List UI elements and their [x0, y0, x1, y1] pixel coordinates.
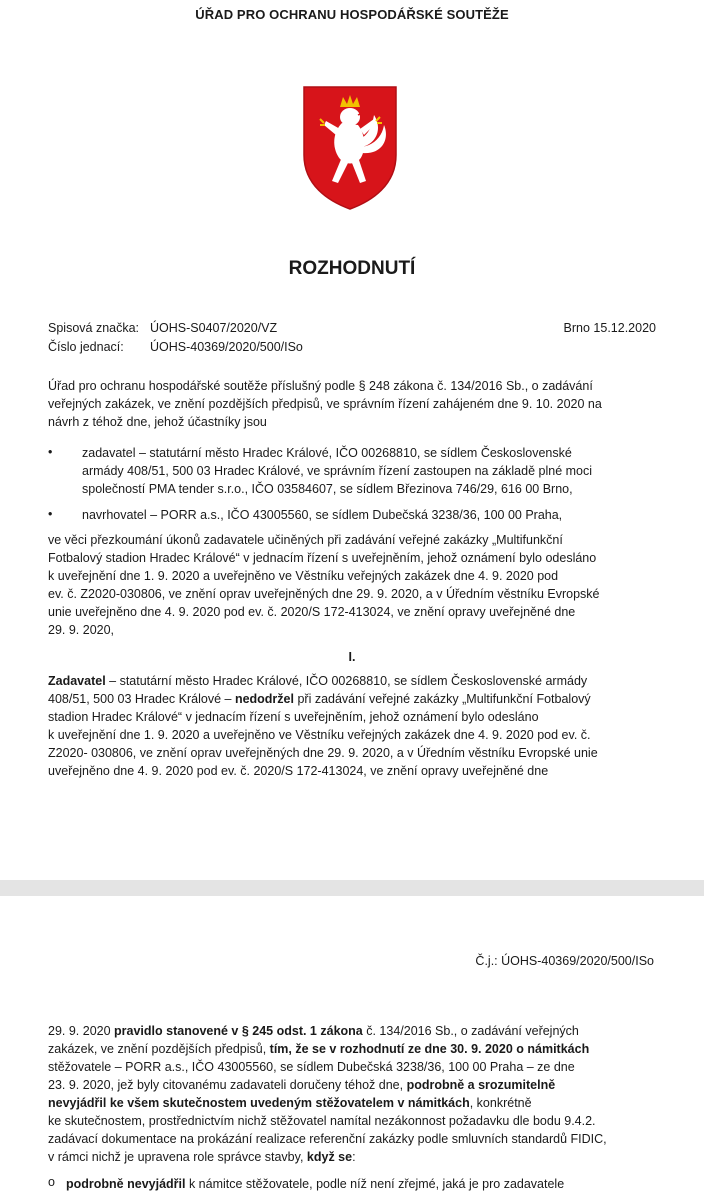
- text: v rámci nichž je upravena role správce stavby,: [48, 1150, 307, 1164]
- matter-line: ev. č. Z2020-030806, ve znění oprav uveřejněných dne 29. 9. 2020, a v Úředním věstníku Evropské: [48, 587, 600, 601]
- page2-line: [48, 1148, 656, 1166]
- text: 23. 9. 2020, jež byly citovanému zadavateli doručeny téhož dne,: [48, 1078, 407, 1092]
- matter-line: Fotbalový stadion Hradec Králové“ v jednacím řízení s uveřejněním, jehož oznámení bylo odesláno: [48, 551, 597, 565]
- bold-text: pravidlo stanovené v § 245 odst. 1 zákona: [114, 1024, 363, 1038]
- bold-text: podrobně nevyjádřil: [66, 1177, 186, 1191]
- section-heading: I.: [348, 650, 356, 664]
- page2-line: [48, 1040, 656, 1058]
- page2-line: zadávací dokumentace na prokázání realizace referenční zakázky podle smluvních standardů FIDIC,: [48, 1132, 607, 1146]
- intro-line: veřejných zakázek, ve znění pozdějších předpisů, ve správním řízení zahájeném dne 9. 10. 2020 na: [48, 397, 602, 411]
- participant-applicant: navrhovatel – PORR a.s., IČO 43005560, se sídlem Dubečská 3238/36, 100 00 Praha,: [82, 508, 563, 522]
- page2-line: [48, 1076, 656, 1094]
- matter-paragraph: [48, 531, 656, 639]
- bullet-line: zadavatel – statutární město Hradec Králové, IČO 00268810, se sídlem Československé: [82, 446, 572, 460]
- section-line: k uveřejnění dne 1. 9. 2020 a uveřejněno ve Věstníku veřejných zakázek dne 4. 9. 2020 pod ev. č.: [48, 728, 591, 742]
- matter-line: 29. 9. 2020,: [48, 623, 115, 637]
- bold-text: tím, že se v rozhodnutí ze dne 30. 9. 2020 o námitkách: [269, 1042, 590, 1056]
- matter-line: k uveřejnění dne 1. 9. 2020 a uveřejněno ve Věstníku veřejných zakázek dne 4. 9. 2020 pod: [48, 569, 559, 583]
- text: :: [352, 1150, 356, 1164]
- office-header: ÚŘAD PRO OCHRANU HOSPODÁŘSKÉ SOUTĚŽE: [195, 7, 509, 22]
- reference-label: Číslo jednací:: [48, 340, 124, 354]
- participant-contracting-authority: [82, 444, 656, 498]
- section-i-paragraph: [48, 672, 656, 780]
- section-line: stadion Hradec Králové“ v jednacím řízení s uveřejněním, jehož oznámení bylo odesláno: [48, 710, 539, 724]
- document-title: ROZHODNUTÍ: [288, 258, 416, 279]
- text: zakázek, ve znění pozdějších předpisů,: [48, 1042, 270, 1056]
- bold-text: když se: [306, 1150, 353, 1164]
- page2-line: ke skutečnostem, prostřednictvím nichž stěžovatel namítal nezákonnost požadavku dle bodu 9.4.2.: [48, 1114, 596, 1128]
- text: č. 134/2016 Sb., o zadávání veřejných: [362, 1024, 579, 1038]
- sub-item: [66, 1175, 656, 1193]
- matter-line: ve věci přezkoumání úkonů zadavatele učiněných při zadávání veřejné zakázky „Multifunkční: [48, 533, 563, 547]
- bold-text: nevyjádřil ke všem skutečnostem uvedeným stěžovatelem v námitkách: [48, 1096, 470, 1110]
- page2-line: [48, 1094, 656, 1112]
- section-line: [48, 690, 656, 708]
- text: k námitce stěžovatele, podle níž není zřejmé, jaká je pro zadavatele: [185, 1177, 565, 1191]
- section-line: uveřejněno dne 4. 9. 2020 pod ev. č. 2020/S 172-413024, ve znění opravy uveřejněné dne: [48, 764, 549, 778]
- text: při zadávání veřejné zakázky „Multifunkční Fotbalový: [293, 692, 591, 706]
- page2-reference: Č.j.: ÚOHS-40369/2020/500/ISo: [475, 954, 654, 968]
- matter-line: unie uveřejněno dne 4. 9. 2020 pod ev. č. 2020/S 172-413024, ve znění opravy uveřejněné dne: [48, 605, 576, 619]
- bullet-line: armády 408/51, 500 03 Hradec Králové, ve správním řízení zastoupen na základě plné moci: [82, 464, 593, 478]
- page-separator: [0, 880, 704, 896]
- intro-line: Úřad pro ochranu hospodářské soutěže příslušný podle § 248 zákona č. 134/2016 Sb., o zadávání: [48, 379, 593, 393]
- sub-item-marker: o: [48, 1175, 55, 1189]
- section-line: Z2020- 030806, ve znění oprav uveřejněných dne 29. 9. 2020, a v Úředním věstníku Evropské unie: [48, 746, 598, 760]
- czech-coat-of-arms-icon: [302, 85, 398, 211]
- bold-text: nedodržel: [234, 692, 294, 706]
- bullet-marker: •: [48, 445, 53, 459]
- text: 408/51, 500 03 Hradec Králové –: [48, 692, 235, 706]
- bold-text: Zadavatel: [48, 674, 106, 688]
- reference-number: ÚOHS-40369/2020/500/ISo: [150, 340, 303, 354]
- page2-line: stěžovatele – PORR a.s., IČO 43005560, se sídlem Dubečská 3238/36, 100 00 Praha – ze dne: [48, 1060, 575, 1074]
- bold-text: podrobně a srozumitelně: [406, 1078, 556, 1092]
- bullet-line: společností PMA tender s.r.o., IČO 03584607, se sídlem Březinova 746/29, 616 00 Brno,: [82, 482, 573, 496]
- page2-line: [48, 1022, 656, 1040]
- file-number: ÚOHS-S0407/2020/VZ: [150, 321, 278, 335]
- intro-paragraph: [48, 377, 656, 431]
- text: , konkrétně: [469, 1096, 532, 1110]
- page2-paragraph: [48, 1022, 656, 1166]
- bullet-marker: •: [48, 507, 53, 521]
- text: – statutární město Hradec Králové, IČO 00268810, se sídlem Československé armády: [105, 674, 588, 688]
- intro-line: návrh z téhož dne, jehož účastníky jsou: [48, 415, 267, 429]
- file-number-label: Spisová značka:: [48, 321, 140, 335]
- section-line: [48, 672, 656, 690]
- place-date: Brno 15.12.2020: [563, 321, 656, 335]
- text: 29. 9. 2020: [48, 1024, 115, 1038]
